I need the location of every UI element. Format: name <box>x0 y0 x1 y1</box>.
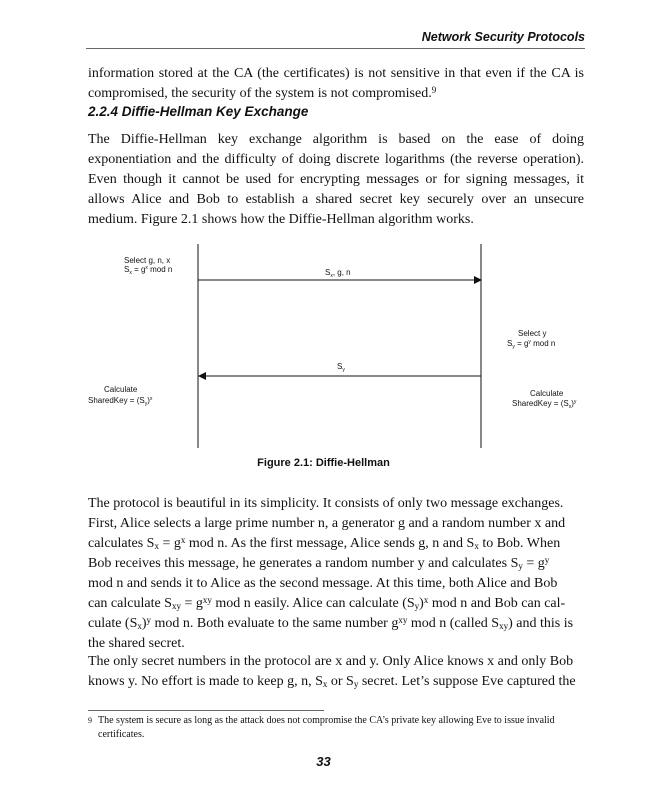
secret-paragraph <box>88 652 584 692</box>
alice-select-label: Select g, n, x <box>124 256 171 265</box>
text-line: knows y. No effort is made to keep g, n, $S_x$ or $S_y$ secret. Let’s suppose Eve captured the <box>88 674 576 689</box>
bob-sy-formula: $S_y = g^y$ mod n <box>507 339 556 350</box>
diffie-hellman-diagram <box>0 238 647 453</box>
section-heading: 2.2.4 Diffie-Hellman Key Exchange <box>88 104 309 119</box>
page-number: 33 <box>316 754 331 769</box>
text-line: the shared secret. <box>88 636 185 651</box>
alice-sx-formula: $S_x = g^x$ mod n <box>124 265 173 276</box>
bob-sharedkey-formula: SharedKey = $(S_x)^y$ <box>512 399 577 410</box>
section-paragraph: The Diffie-Hellman key exchange algorithm is based on the ease of doing exponentiation and the difficulty of doing discrete logarithms (the reverse operation). Even though it cannot be used for encrypting messages or for signing messages, it allows Alice and Bob to establish a shared secret key securely over an unsecure medium. Figure 2.1 shows how the Diffie-Hellman algorithm works. <box>88 132 584 227</box>
footnote-rule <box>88 710 324 711</box>
text-line: mod n and sends it to Alice as the second message. At this time, both Alice and Bob <box>88 576 558 591</box>
running-header: Network Security Protocols <box>421 30 585 44</box>
alice-calculate-label: Calculate <box>104 385 138 394</box>
alice-sharedkey-formula: SharedKey = $(S_y)^x$ <box>88 396 153 407</box>
figure-caption: Figure 2.1: Diffie-Hellman <box>257 457 390 469</box>
intro-paragraph <box>88 64 584 104</box>
text-line: culate $(S_x)^y$ mod n. Both evaluate to the same number $g^{xy}$ mod n (called $S_{xy}$) and this is <box>88 615 574 631</box>
header-rule <box>86 48 585 49</box>
footnote <box>88 714 584 742</box>
footnote-number: 9 <box>88 716 92 725</box>
message1-label: $S_x$, g, n <box>325 268 351 279</box>
intro-text: information stored at the CA (the certificates) is not sensitive in that even if the CA is compromised, the security of the system is not compromised. <box>88 66 584 101</box>
bob-select-label: Select y <box>518 329 547 338</box>
text-line: The only secret numbers in the protocol are x and y. Only Alice knows x and only Bob <box>88 654 574 669</box>
footnote-text: The system is secure as long as the attack does not compromise the CA’s private key allowing Eve to issue invalid certificates. <box>98 715 555 740</box>
footnote-ref[interactable]: 9 <box>431 85 437 95</box>
text-line: Bob receives this message, he generates a random number y and calculates $S_y = g^y$ <box>88 555 550 571</box>
protocol-paragraph <box>88 494 584 654</box>
text-line: can calculate $S_{xy} = g^{xy}$ mod n easily. Alice can calculate $(S_y)^x$ mod n and Bob can cal- <box>88 595 566 611</box>
message2-label: $S_y$ <box>337 362 345 373</box>
text-line: First, Alice selects a large prime number n, a generator g and a random number x and <box>88 516 566 531</box>
text-line: The protocol is beautiful in its simplicity. It consists of only two message exchanges. <box>88 496 564 511</box>
text-line: calculates $S_x = g^x$ mod n. As the first message, Alice sends g, n and $S_x$ to Bob. When <box>88 535 561 551</box>
bob-calculate-label: Calculate <box>530 389 564 398</box>
